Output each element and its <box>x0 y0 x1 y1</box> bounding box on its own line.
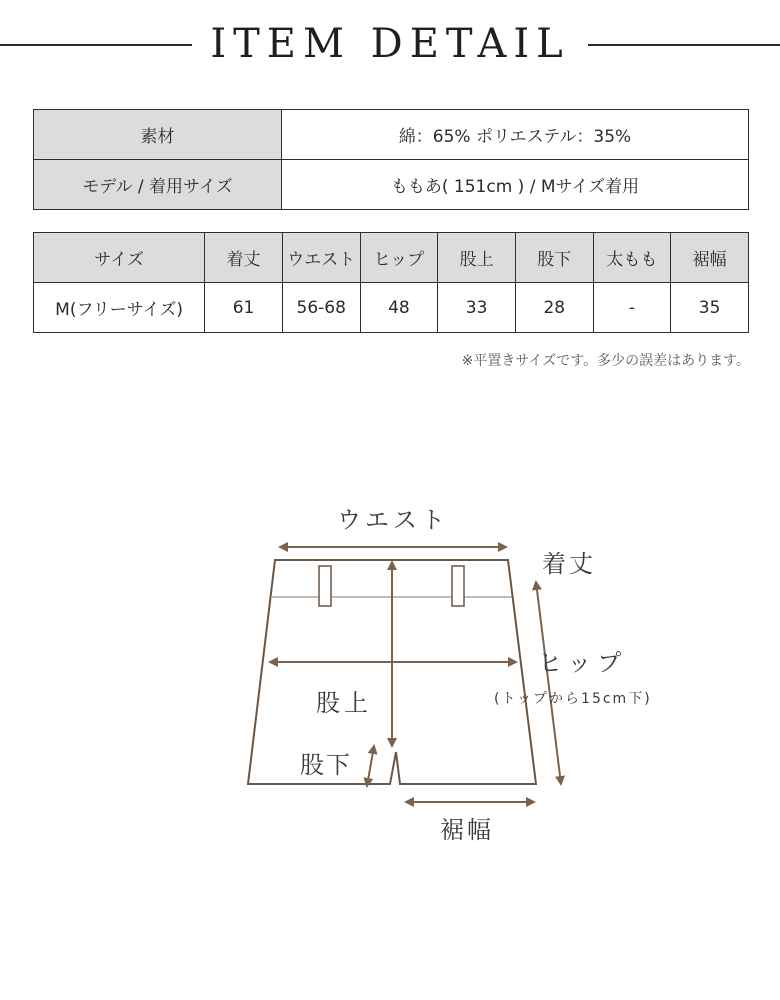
inseam-arrow <box>367 746 374 786</box>
cell-rise: 33 <box>438 283 516 333</box>
page-title: ITEM DETAIL <box>210 21 570 67</box>
table-header-row <box>34 233 749 283</box>
table-row <box>34 283 749 333</box>
belt-loop-left <box>319 566 331 606</box>
label-hip-note: (トップから15cm下) <box>494 691 652 707</box>
material-table <box>33 109 749 210</box>
cell-hip: 48 <box>360 283 438 333</box>
cell-hem-width: 35 <box>671 283 749 333</box>
length-arrow <box>536 582 561 784</box>
cell-length: 61 <box>205 283 283 333</box>
model-size-label: モデル / 着用サイズ <box>34 160 282 210</box>
header-thigh: 太もも <box>593 233 671 283</box>
material-label: 素材 <box>34 110 282 160</box>
label-rise: 股上 <box>316 689 372 717</box>
header-inseam: 股下 <box>515 233 593 283</box>
label-hip: ヒップ <box>538 649 628 677</box>
cell-thigh: - <box>593 283 671 333</box>
section-header <box>0 18 780 70</box>
cell-size: M(フリーサイズ) <box>34 283 205 333</box>
label-inseam: 股下 <box>300 751 352 779</box>
size-table <box>33 232 749 333</box>
header-size: サイズ <box>34 233 205 283</box>
label-waist: ウエスト <box>337 506 449 534</box>
table-row <box>34 160 749 210</box>
label-hem-width: 裾幅 <box>440 816 494 844</box>
title-divider-left <box>0 44 192 46</box>
label-length: 着丈 <box>542 550 596 578</box>
title-divider-right <box>588 44 780 46</box>
table-row <box>34 110 749 160</box>
header-length: 着丈 <box>205 233 283 283</box>
measurement-note: ※平置きサイズです。多少の誤差はあります。 <box>461 353 750 369</box>
material-value: 綿：65% ポリエステル：35% <box>282 110 749 160</box>
measurement-diagram <box>230 490 700 860</box>
cell-waist: 56-68 <box>282 283 360 333</box>
belt-loop-right <box>452 566 464 606</box>
header-hip: ヒップ <box>360 233 438 283</box>
cell-inseam: 28 <box>515 283 593 333</box>
header-waist: ウエスト <box>282 233 360 283</box>
header-rise: 股上 <box>438 233 516 283</box>
header-hem-width: 裾幅 <box>671 233 749 283</box>
model-size-value: ももあ( 151cm ) / Mサイズ着用 <box>282 160 749 210</box>
